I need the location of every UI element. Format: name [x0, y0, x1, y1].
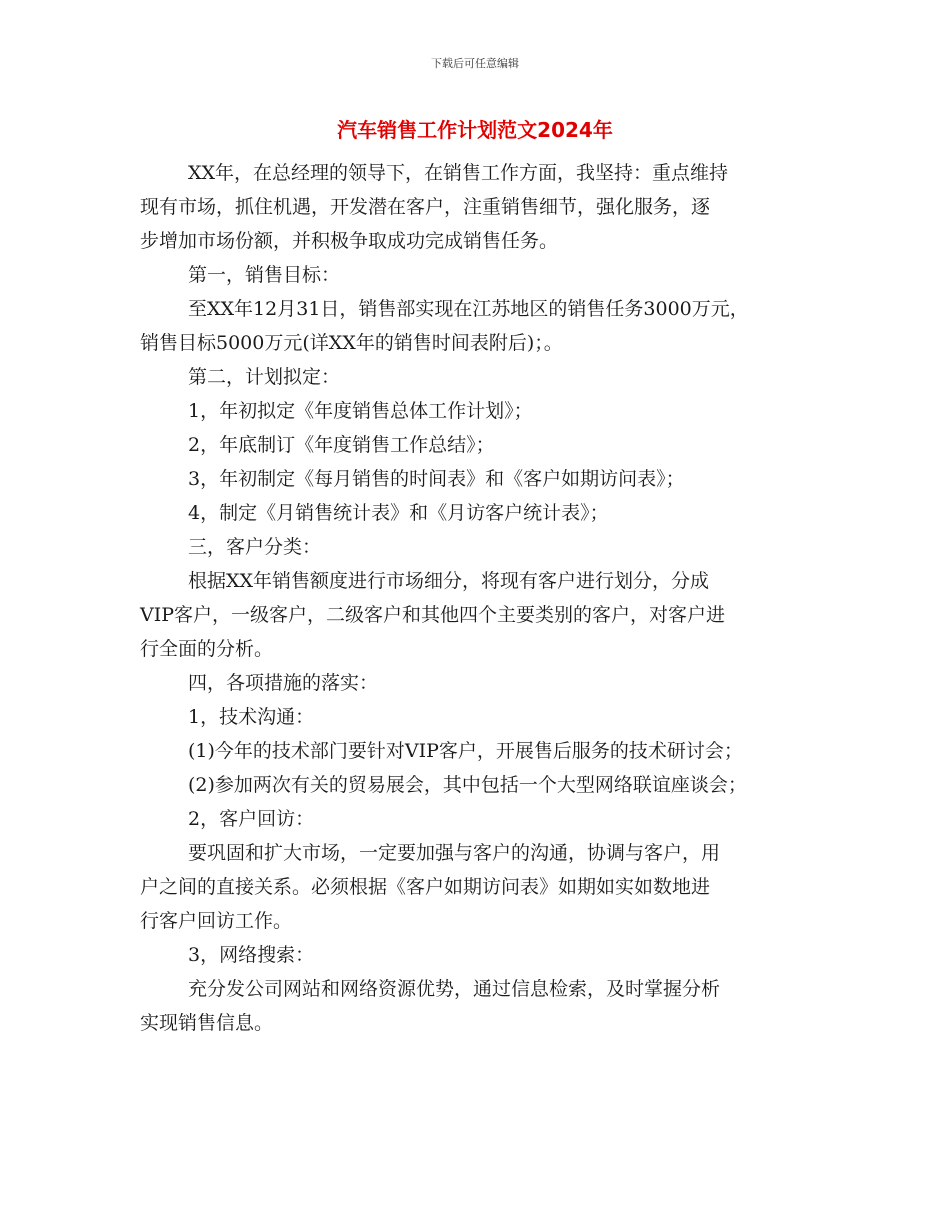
paragraph-line: 行客户回访工作。	[140, 910, 293, 932]
paragraph-line: XX年，在总经理的领导下，在销售工作方面，我坚持：重点维持	[188, 162, 729, 184]
paragraph-line: 要巩固和扩大市场，一定要加强与客户的沟通，协调与客户，用	[188, 842, 721, 864]
paragraph-line: 四，各项措施的落实：	[188, 672, 379, 694]
paragraph-line: 1，年初拟定《年度销售总体工作计划》；	[188, 400, 533, 422]
paragraph-line: 3，年初制定《每月销售的时间表》和《客户如期访问表》；	[188, 468, 685, 490]
document-title: 汽车销售工作计划范文2024年	[337, 118, 613, 142]
paragraph-line: (2)参加两次有关的贸易展会，其中包括一个大型网络联谊座谈会；	[188, 774, 747, 796]
paragraph-line: 1，技术沟通：	[188, 706, 315, 728]
paragraph-line: 现有市场，抓住机遇，开发潜在客户，注重销售细节，强化服务，逐	[140, 196, 711, 218]
paragraph-line: 2，客户回访：	[188, 808, 315, 830]
paragraph-line: 步增加市场份额，并积极争取成功完成销售任务。	[140, 230, 559, 252]
document-body	[140, 156, 820, 1040]
paragraph-line: VIP客户，一级客户，二级客户和其他四个主要类别的客户，对客户进	[140, 604, 726, 626]
paragraph-line: 第一，销售目标：	[188, 264, 341, 286]
paragraph-line: 行全面的分析。	[140, 638, 274, 660]
paragraph-line: 第二，计划拟定：	[188, 366, 341, 388]
header-note: 下载后可任意编辑	[431, 57, 519, 70]
paragraph-line: 实现销售信息。	[140, 1012, 274, 1034]
paragraph-line: 销售目标5000万元(详XX年的销售时间表附后)；。	[140, 332, 563, 354]
paragraph-line: 2，年底制订《年度销售工作总结》；	[188, 434, 495, 456]
paragraph-line: 充分发公司网站和网络资源优势，通过信息检索，及时掌握分析	[188, 978, 721, 1000]
paragraph-line: 户之间的直接关系。必须根据《客户如期访问表》如期如实如数地进	[140, 876, 711, 898]
paragraph-line: 至XX年12月31日，销售部实现在江苏地区的销售任务3000万元，	[188, 298, 749, 320]
paragraph-line: 4，制定《月销售统计表》和《月访客户统计表》；	[188, 502, 609, 524]
paragraph-line: (1)今年的技术部门要针对VIP客户，开展售后服务的技术研讨会；	[188, 740, 743, 762]
paragraph-line: 3，网络搜索：	[188, 944, 315, 966]
paragraph-line: 根据XX年销售额度进行市场细分，将现有客户进行划分，分成	[188, 570, 710, 592]
paragraph-line: 三，客户分类：	[188, 536, 322, 558]
